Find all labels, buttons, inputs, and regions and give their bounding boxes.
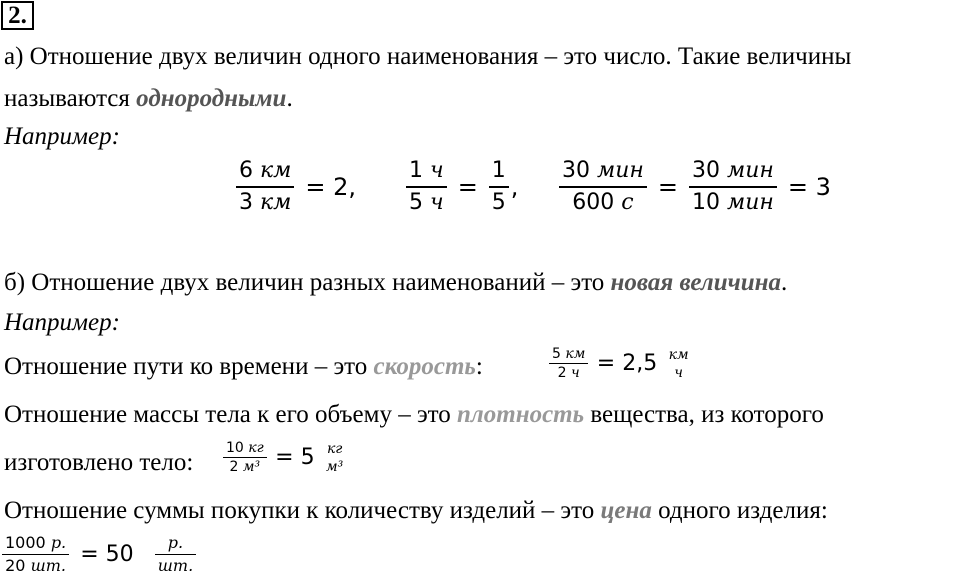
part-a-line2-text: называются xyxy=(4,85,137,112)
term-homogeneous: однородными xyxy=(136,85,287,112)
term-density: плотность xyxy=(457,401,585,428)
unit-rub-per-piece: $\frac{р.}{шт.}$ xyxy=(155,532,196,577)
density-line2: изготовлено тело: xyxy=(4,449,194,476)
price-formula: $\frac{1000 р.}{20 шт.}$ = 50 $\frac{р.}{шт.}$ xyxy=(2,532,196,577)
example-label-a: Например: xyxy=(4,123,120,150)
fraction-one-fifth: $\frac{1}{5}$ xyxy=(489,156,509,218)
equation-hours: $\frac{1 ч}{5 ч}$ = $\frac{1}{5}$ , xyxy=(406,156,522,218)
fraction-minutes: $\frac{\text{30 мин}}{\text{10 мин}}$ xyxy=(689,156,777,218)
fraction-hours: $\frac{1 ч}{5 ч}$ xyxy=(406,156,447,218)
term-price: цена xyxy=(600,497,652,524)
fraction-speed: $\frac{5 км}{2 ч}$ xyxy=(549,345,588,382)
price-line: Отношение суммы покупки к количеству изделий – это цена одного изделия: xyxy=(4,497,828,524)
task-number: 2. xyxy=(1,1,34,30)
equation-km xyxy=(236,156,360,218)
speed-line: Отношение пути ко времени – это скорость: xyxy=(4,353,483,380)
unit-km-per-hour: км ч xyxy=(668,346,689,381)
fraction-price: $\frac{1000 р.}{20 шт.}$ xyxy=(2,532,69,577)
speed-formula: $\frac{5 км}{2 ч}$ = 2,5 км ч xyxy=(549,345,692,382)
part-b-line1: б) Отношение двух величин разных наименований – это новая величина. xyxy=(4,269,788,296)
density-formula: $\frac{10 кг}{\text{2 м³}}$ = 5 кг м³ xyxy=(223,439,346,476)
fraction-minutes-seconds: $\frac{\text{30 мин}}{600 с}$ xyxy=(559,156,647,218)
example-label-b: Например: xyxy=(4,309,120,336)
part-a-line2-end: . xyxy=(286,85,293,112)
part-a-line1: а) Отношение двух величин одного наименования – это число. Такие величины xyxy=(4,43,852,70)
fraction-km: $\frac{6 км}{3 км}$ xyxy=(236,156,294,218)
part-a-line2 xyxy=(4,84,293,114)
term-new-quantity: новая величина xyxy=(610,269,782,296)
density-line1: Отношение массы тела к его объему – это плотность вещества, из которого xyxy=(4,401,824,428)
equation-minutes: $\frac{\text{30 мин}}{600 с}$ = $\frac{\text{30 мин}}{\text{10 мин}}$ = 3 xyxy=(559,156,835,218)
equation-km-result: = 2, xyxy=(305,173,357,201)
term-speed: скорость xyxy=(373,353,476,380)
fraction-density: $\frac{10 кг}{\text{2 м³}}$ xyxy=(223,439,267,476)
unit-kg-per-m3: кг м³ xyxy=(326,440,344,475)
